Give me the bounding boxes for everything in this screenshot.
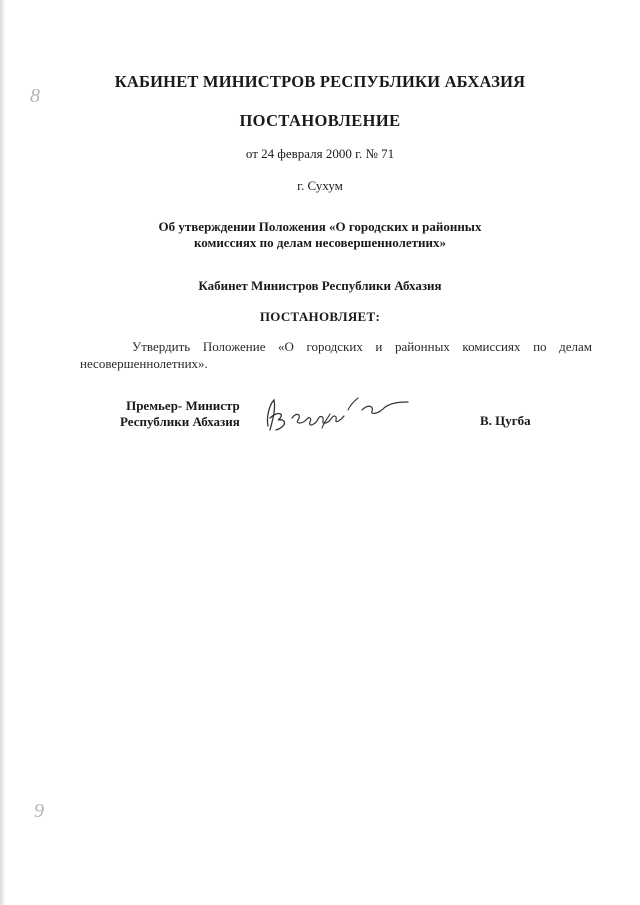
- signatory-title-line-2: Республики Абхазия: [120, 414, 240, 429]
- date-and-number: от 24 февраля 2000 г. № 71: [245, 146, 395, 161]
- organization-title: КАБИНЕТ МИНИСТРОВ РЕСПУБЛИКИ АБХАЗИЯ: [114, 72, 526, 91]
- document-type-heading: ПОСТАНОВЛЕНИЕ: [239, 111, 401, 130]
- handwritten-signature-icon: [262, 388, 412, 438]
- margin-page-number-bottom: 9: [34, 800, 44, 822]
- subject-line-2: комиссиях по делам несовершеннолетних»: [193, 235, 447, 250]
- decree-heading: ПОСТАНОВЛЯЕТ:: [259, 309, 381, 324]
- signatory-name: В. Цугба: [480, 413, 531, 428]
- document-subject: [0, 219, 640, 251]
- resolution-body: Утвердить Положение «О городских и районных комиссиях по делам несовершеннолетних».: [80, 339, 592, 371]
- scan-edge-shadow: [0, 0, 6, 905]
- signatory-title-line-1: Премьер- Министр: [126, 398, 240, 413]
- margin-page-number-top: 8: [30, 85, 40, 107]
- city-line: г. Сухум: [297, 178, 343, 193]
- issuer-line: Кабинет Министров Республики Абхазия: [198, 278, 442, 293]
- signatory-title: [120, 398, 240, 430]
- subject-line-1: Об утверждении Положения «О городских и районных: [158, 219, 482, 234]
